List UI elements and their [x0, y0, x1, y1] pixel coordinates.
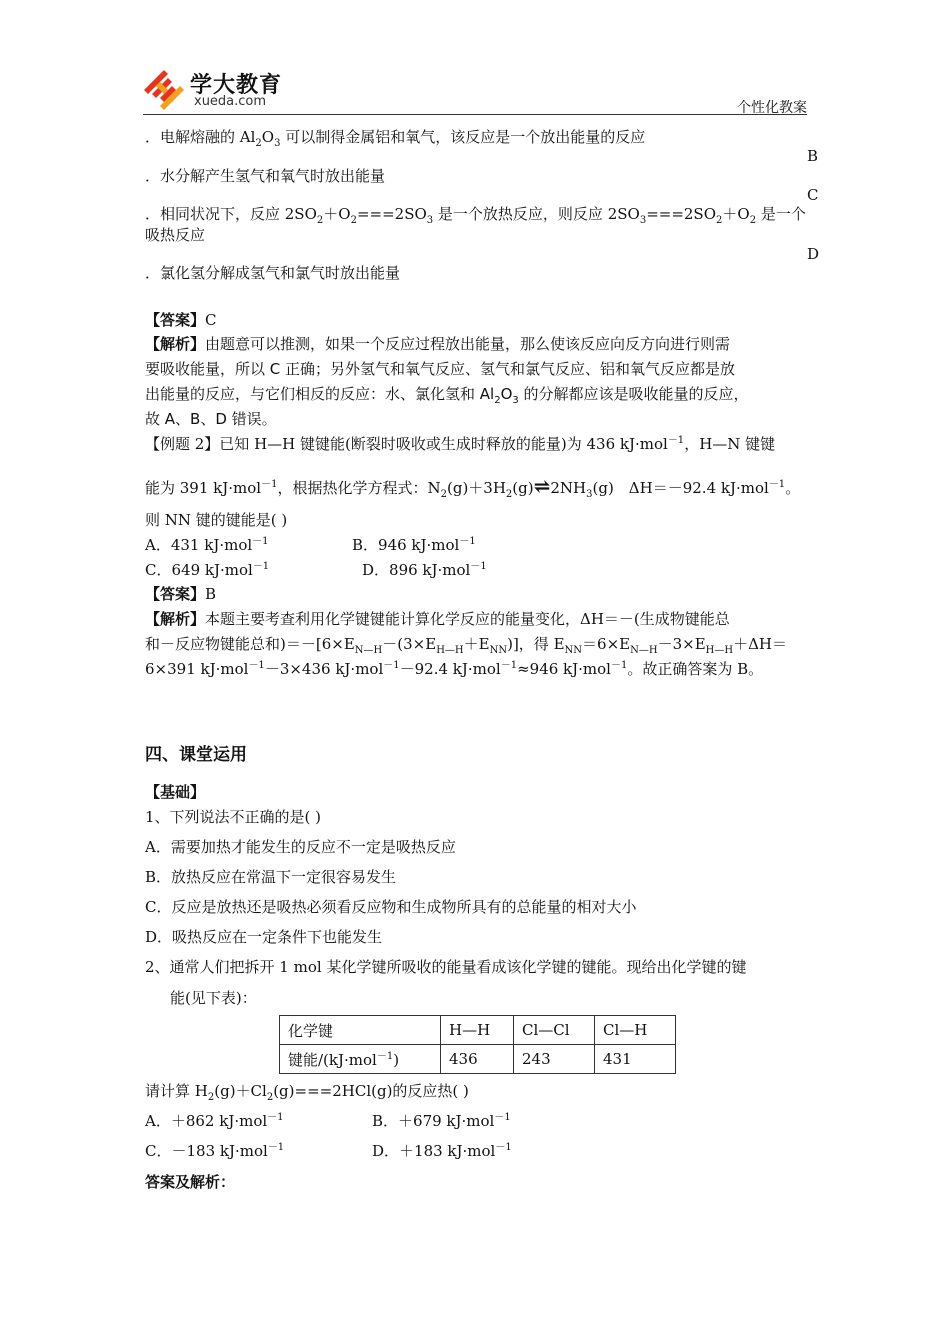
answer-2-value: B: [205, 585, 217, 603]
section-4-title: 四、课堂运用: [145, 745, 247, 765]
option-prev-d: ．氯化氢分解成氢气和氯气时放出能量: [145, 264, 401, 282]
q2-question: 请计算 $H_2(g)+Cl_2(g)===2HCl(g)$的反应热( ): [145, 1082, 469, 1103]
q2-option-b: B．＋679 kJ·mol$^{-1}$: [372, 1112, 511, 1130]
table-cell: 化学键: [280, 1016, 441, 1045]
q1-option-a: A．需要加热才能发生的反应不一定是吸热反应: [145, 838, 456, 856]
example-2-line-3: 则 NN 键的键能是( ): [145, 511, 288, 529]
q2-option-c: C．－183 kJ·mol$^{-1}$: [145, 1142, 285, 1160]
example-2-option-b: B．946 kJ·mol$^{-1}$: [352, 536, 476, 554]
option-prev-b: ．水分解产生氢气和氧气时放出能量: [145, 167, 386, 185]
q1-option-d: D．吸热反应在一定条件下也能发生: [145, 928, 383, 946]
analysis-1-label: 【解析】: [145, 335, 206, 353]
answer-section-label: 答案及解析：: [145, 1173, 236, 1191]
table-cell: 243: [514, 1045, 595, 1074]
table-cell: H—H: [441, 1016, 514, 1045]
analysis-1-text-1: 由题意可以推测，如果一个反应过程放出能量，那么使该反应向反方向进行则需: [205, 335, 731, 353]
analysis-1-line-2: 要吸收能量，所以 C 正确；另外氢气和氧气反应、氢气和氯气反应、铝和氧气反应都是放: [145, 360, 736, 378]
analysis-1-line-4: 故 A、B、D 错误。: [145, 410, 277, 428]
q1-option-c: C．反应是放热还是吸热必须看反应物和生成物所具有的总能量的相对大小: [145, 898, 637, 916]
header-divider: [143, 114, 807, 115]
table-cell: Cl—Cl: [514, 1016, 595, 1045]
table-row: [280, 1045, 676, 1074]
analysis-2-line-2: 和－反应物键能总和)$=-[6\times E_{N—H}-(3\times E_{H—H}+E_{NN})]$，得 $E_{NN}=6\times E_{N—H}-3\times E_{H—H}+\Delta H=$: [145, 635, 788, 656]
table-cell: 键能/(kJ·mol$^{-1}$): [280, 1045, 441, 1074]
analysis-2-line-1: 【解析】本题主要考查利用化学键键能计算化学反应的能量变化，ΔH＝－(生成物键能总: [145, 610, 730, 628]
answer-2-label: 【答案】: [145, 585, 206, 603]
q2-stem-2: 能(见下表)：: [170, 989, 257, 1007]
table-row: [280, 1016, 676, 1045]
section-4-basic: 【基础】: [145, 783, 206, 801]
option-prev-a: ．电解熔融的 $Al_2O_3$ 可以制得金属铝和氧气，该反应是一个放出能量的反应: [145, 128, 646, 149]
table-cell: 431: [595, 1045, 676, 1074]
example-2-option-d: D．896 kJ·mol$^{-1}$: [362, 561, 487, 579]
q1-stem: 1、下列说法不正确的是( ): [145, 808, 322, 826]
xueda-logo: [142, 68, 302, 112]
answer-1: [145, 310, 217, 330]
logo-text-cn: 学大教育: [190, 73, 283, 98]
analysis-2-label: 【解析】: [145, 610, 206, 628]
q1-option-b: B．放热反应在常温下一定很容易发生: [145, 868, 397, 886]
answer-1-value: C: [205, 311, 217, 329]
q2-option-d: D．＋183 kJ·mol$^{-1}$: [372, 1142, 512, 1160]
analysis-2-line-3: 6×391 kJ·mol$^{-1}$－3×436 kJ·mol$^{-1}$－92.4 kJ·mol$^{-1}$≈946 kJ·mol$^{-1}$。故正确答案为 B。: [145, 660, 764, 678]
analysis-1-line-1: [145, 334, 730, 354]
header-right-label: 个性化教案: [737, 100, 807, 116]
option-prev-c: ．相同状况下，反应 $2SO_2+O_2===2SO_3$ 是一个放热反应，则反应 $2SO_3===2SO_2+O_2$ 是一个: [145, 205, 806, 226]
example-2-option-c: C．649 kJ·mol$^{-1}$: [145, 561, 270, 579]
option-letter-d: D: [807, 245, 820, 263]
logo-mark-icon: [142, 68, 186, 112]
option-prev-c-cont: 吸热反应: [145, 226, 206, 244]
table-cell: 436: [441, 1045, 514, 1074]
answer-1-label: 【答案】: [145, 311, 206, 329]
logo-text-en: xueda.com: [194, 94, 267, 109]
q2-option-a: A．＋862 kJ·mol$^{-1}$: [145, 1112, 284, 1130]
example-2-line-2: 能为 391 kJ·mol$^{-1}$，根据热化学方程式：$N_2(g)+3H_2(g)\rightleftharpoons 2NH_3(g)$ ΔH＝－92.4 kJ·mol$^{-1}$。: [145, 474, 801, 500]
q2-stem-1: 2、通常人们把拆开 1 mol 某化学键所吸收的能量看成该化学键的键能。现给出化学键的键: [145, 958, 747, 976]
example-2-line-1: 【例题 2】已知 H—H 键键能(断裂时吸收或生成时释放的能量)为 436 kJ·mol$^{-1}$，H—N 键键: [145, 435, 776, 453]
bond-energy-table: [279, 1015, 676, 1074]
analysis-1-line-3: 出能量的反应，与它们相反的反应：水、氯化氢和 $Al_2O_3$ 的分解都应该是吸收能量的反应，: [145, 385, 749, 406]
answer-2: [145, 584, 216, 604]
table-cell: Cl—H: [595, 1016, 676, 1045]
option-letter-b: B: [807, 147, 819, 165]
example-2-option-a: A．431 kJ·mol$^{-1}$: [145, 536, 269, 554]
option-letter-c: C: [807, 186, 819, 204]
